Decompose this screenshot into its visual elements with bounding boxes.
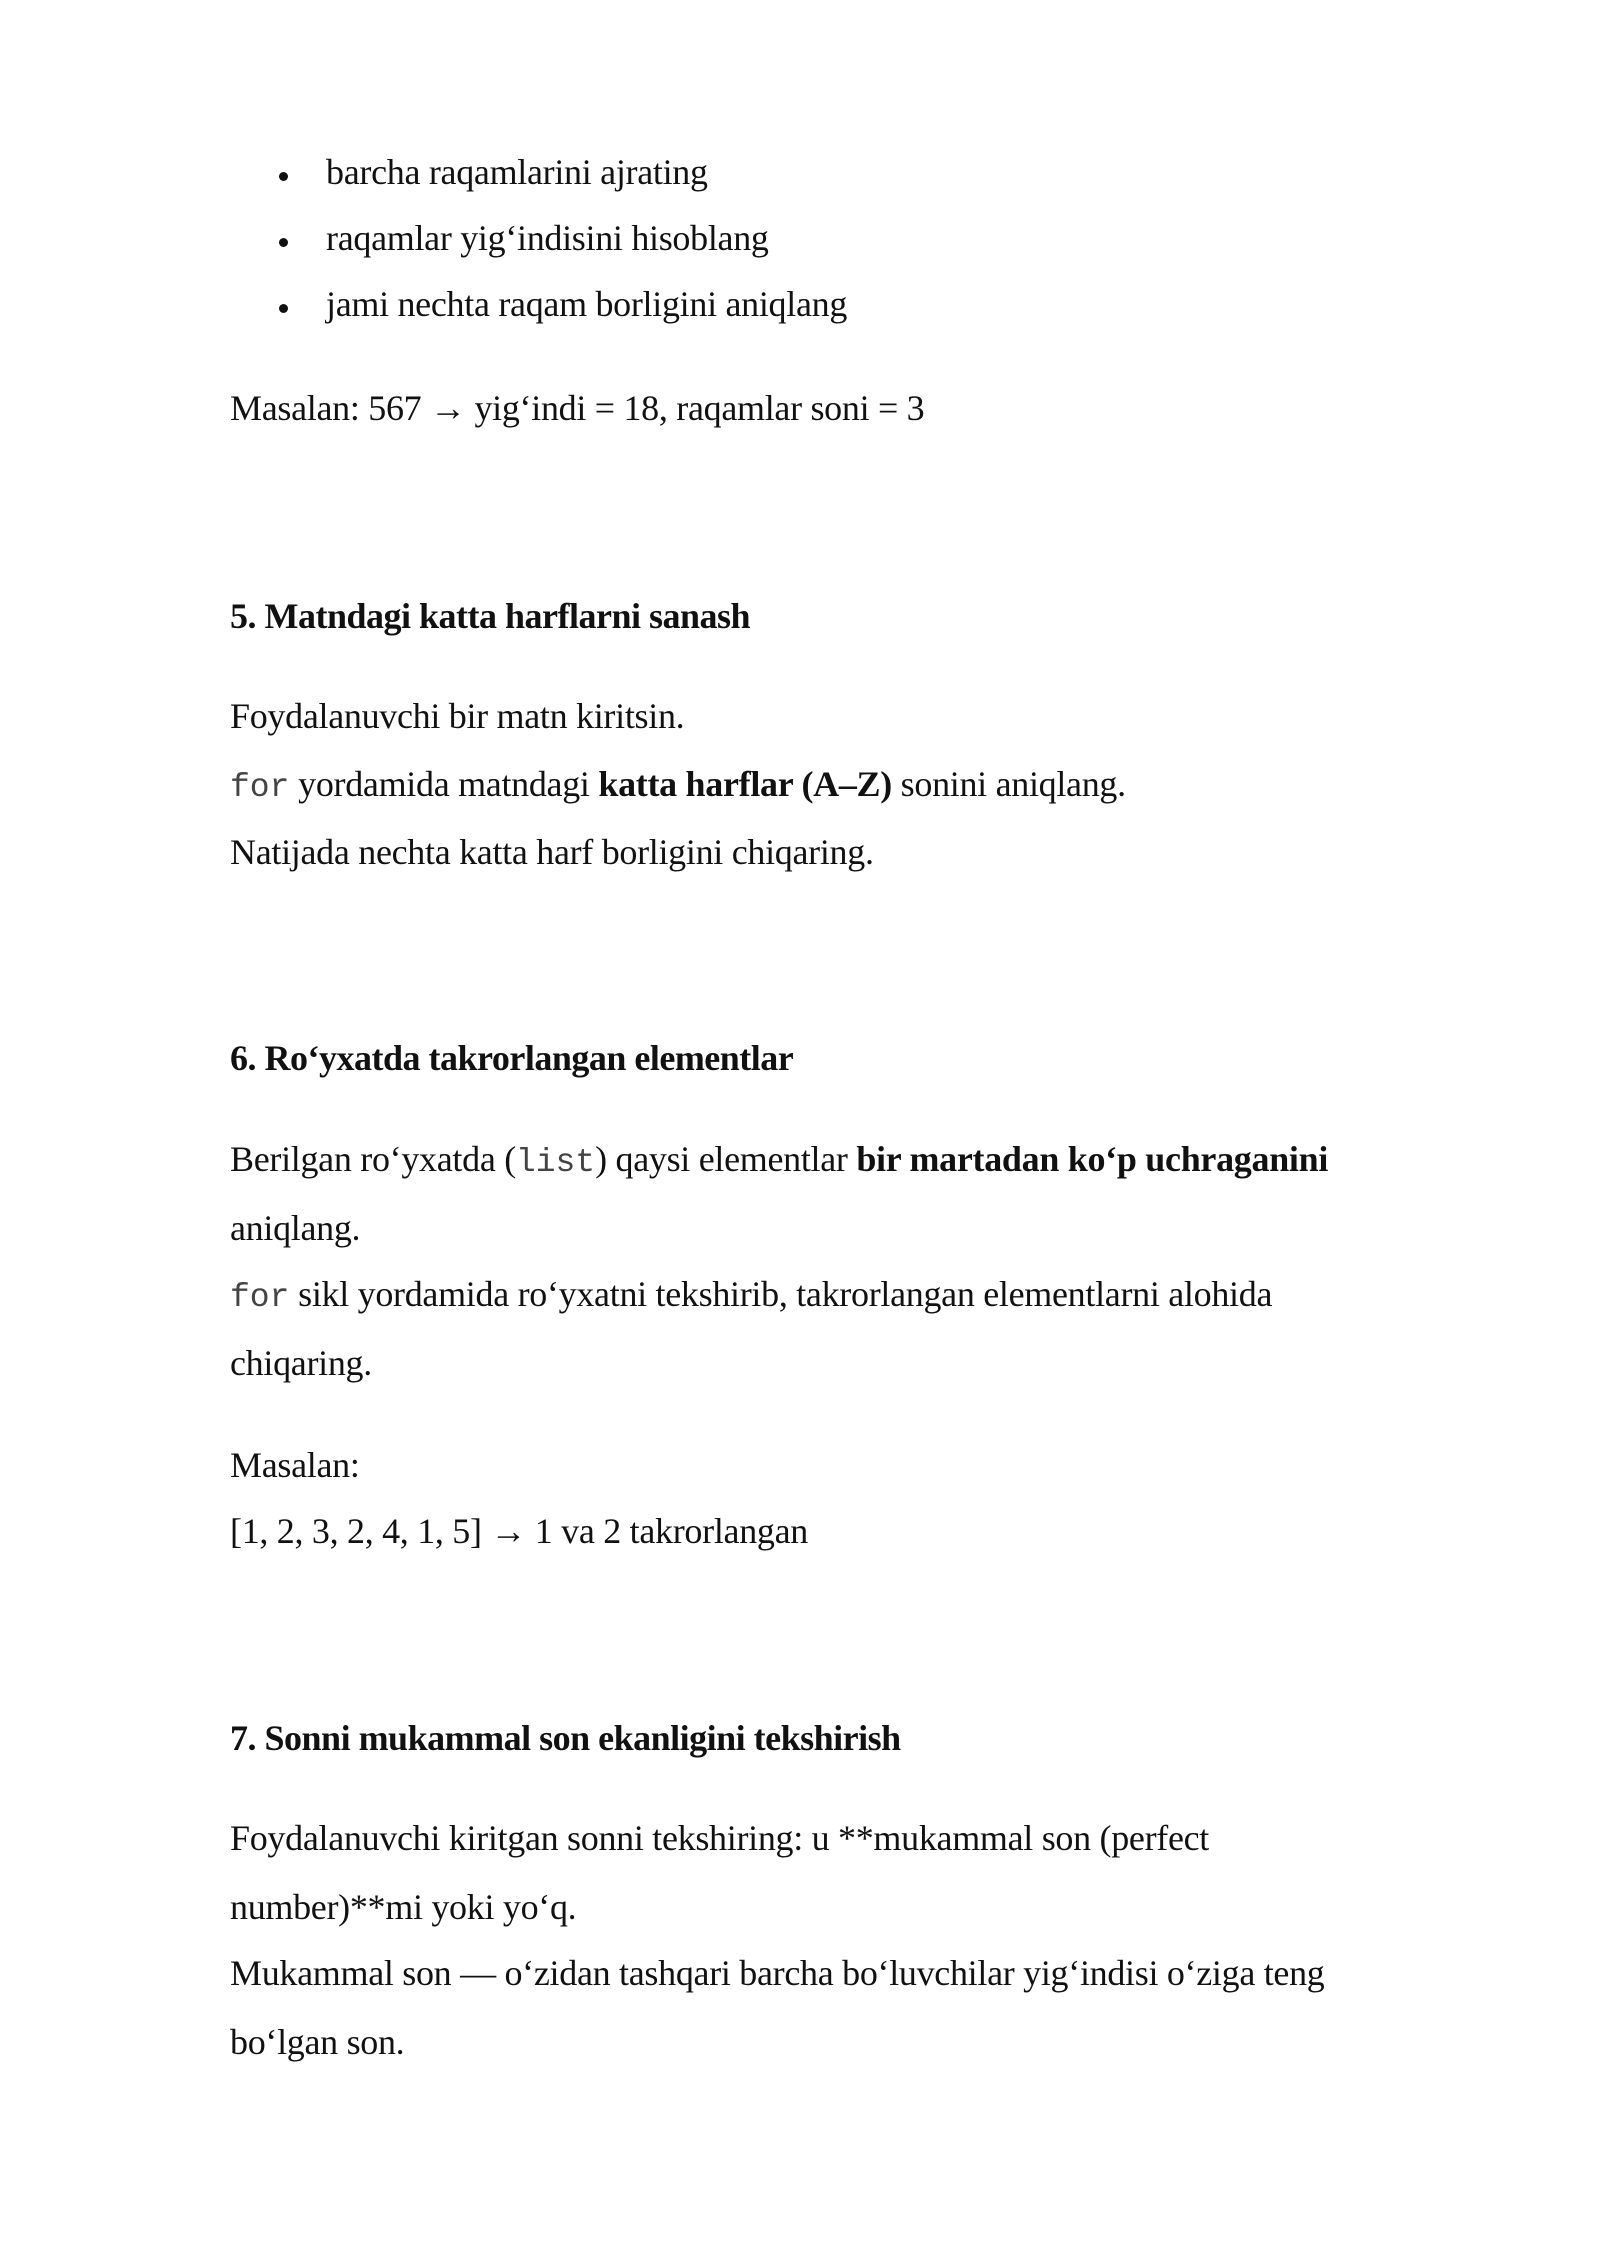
section-7-line-4: bo‘lgan son. (230, 2022, 405, 2062)
code-for: for (230, 769, 290, 806)
bullet-icon (279, 172, 288, 181)
list-item: raqamlar yig‘indisini hisoblang (326, 218, 769, 258)
section-6-line-3 (230, 1272, 1272, 1320)
section-5-line-2 (230, 762, 1126, 810)
bold-segment: katta harflar (A–Z) (598, 764, 892, 804)
section-7-line-2: number)**mi yoki yo‘q. (230, 1887, 577, 1927)
section-6-example-value: [1, 2, 3, 2, 4, 1, 5] → 1 va 2 takrorlangan (230, 1511, 808, 1551)
text-segment: sonini aniqlang. (891, 764, 1126, 804)
section-7-line-1: Foydalanuvchi kiritgan sonni tekshiring: u **mukammal son (perfect (230, 1818, 1210, 1858)
section-6-line-1 (230, 1137, 1328, 1185)
text-segment: sikl yordamida ro‘yxatni tekshirib, takrorlangan elementlarni alohida (289, 1274, 1273, 1314)
text-segment: Berilgan ro‘yxatda ( (230, 1139, 516, 1179)
text-segment: ) qaysi elementlar (595, 1139, 857, 1179)
bold-segment: bir martadan ko‘p uchraganini (856, 1139, 1329, 1179)
section-5-heading: 5. Matndagi katta harflarni sanash (230, 596, 751, 636)
section-6-line-2: aniqlang. (230, 1208, 361, 1248)
code-list: list (515, 1144, 596, 1181)
section-6-heading: 6. Ro‘yxatda takrorlangan elementlar (230, 1038, 794, 1078)
list-item: barcha raqamlarini ajrating (326, 152, 708, 192)
list-item: jami nechta raqam borligini aniqlang (326, 284, 848, 324)
code-for: for (230, 1279, 290, 1316)
text-segment: yordamida matndagi (289, 764, 599, 804)
section-7-heading: 7. Sonni mukammal son ekanligini tekshirish (230, 1718, 901, 1758)
section-5-line-3: Natijada nechta katta harf borligini chiqaring. (230, 832, 874, 872)
bullet-icon (279, 304, 288, 313)
section-7-line-3: Mukammal son — o‘zidan tashqari barcha bo‘luvchilar yig‘indisi o‘ziga teng (230, 1953, 1325, 1993)
section-5-line-1: Foydalanuvchi bir matn kiritsin. (230, 696, 685, 736)
section-6-line-4: chiqaring. (230, 1343, 372, 1383)
section-6-example-label: Masalan: (230, 1445, 360, 1485)
example-digits: Masalan: 567 → yig‘indi = 18, raqamlar soni = 3 (230, 388, 925, 428)
bullet-icon (279, 238, 288, 247)
